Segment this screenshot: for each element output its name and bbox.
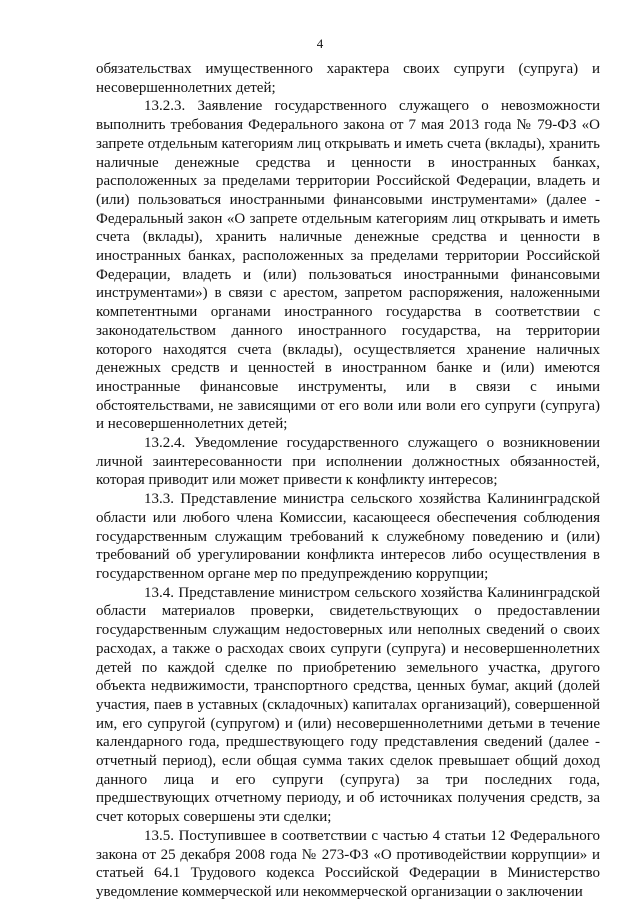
document-body <box>96 60 600 902</box>
paragraph-13-4: 13.4. Представление министром сельского хозяйства Калининградской области материалов проверки, свидетельствующих о предоставлении государственным служащим недостоверных или неполных сведений о своих расходах, а также о расходах своих супруги (супруга) и несовершеннолетних детей по каждой сделке по приобретению земельного участка, другого объекта недвижимости, транспортного средства, ценных бумаг, акций (долей участия, паев в уставных (складочных) капиталах организаций), совершенной им, его супругой (супругом) и (или) несовершеннолетними детьми в течение календарного года, предшествующего году представления сведений (далее - отчетный период), если общая сумма таких сделок превышает общий доход данного лица и его супруги (супруга) за три последних года, предшествующих отчетному периоду, и об источниках получения средств, за счет которых совершены эти сделки; <box>96 584 600 826</box>
paragraph-continuation: обязательствах имущественного характера своих супруги (супруга) и несовершеннолетних детей; <box>96 61 600 96</box>
paragraph-13-2-4: 13.2.4. Уведомление государственного служащего о возникновении личной заинтересованности при исполнении должностных обязанностей, которая приводит или может привести к конфликту интересов; <box>96 435 600 489</box>
page-number: 4 <box>316 36 324 51</box>
paragraph-13-2-3: 13.2.3. Заявление государственного служащего о невозможности выполнить требования Федерального закона от 7 мая 2013 года № 79-ФЗ «О запрете отдельным категориям лиц открывать и иметь счета (вклады), хранить наличные денежные средства и ценности в иностранных банках, расположенных за пределами территории Российской Федерации, владеть и (или) пользоваться иностранными финансовыми инструментами» (далее - Федеральный закон «О запрете отдельным категориям лиц открывать и иметь счета (вклады), хранить наличные денежные средства и ценности в иностранных банках, расположенных за пределами территории Российской Федерации, владеть и (или) пользоваться иностранными финансовыми инструментами») в связи с арестом, запретом распоряжения, наложенными компетентными органами иностранного государства в соответствии с законодательством данного иностранного государства, на территории которого находятся счета (вклады), осуществляется хранение наличных денежных средств и ценностей в иностранном банке и (или) имеются иностранные финансовые инструменты, или в связи с иными обстоятельствами, не зависящими от его воли или воли его супруги (супруга) и несовершеннолетних детей; <box>96 98 600 433</box>
paragraph-13-3: 13.3. Представление министра сельского хозяйства Калининградской области или любого члена Комиссии, касающееся обеспечения соблюдения государственным служащим требований к служебному поведению и (или) требований об урегулировании конфликта интересов либо осуществления в государственном органе мер по предупреждению коррупции; <box>96 491 600 582</box>
paragraph-13-5: 13.5. Поступившее в соответствии с частью 4 статьи 12 Федерального закона от 25 декабря 2008 года № 273-ФЗ «О противодействии коррупции» и статьей 64.1 Трудового кодекса Российской Федерации в Министерство уведомление коммерческой или некоммерческой организации о заключении <box>96 827 600 900</box>
